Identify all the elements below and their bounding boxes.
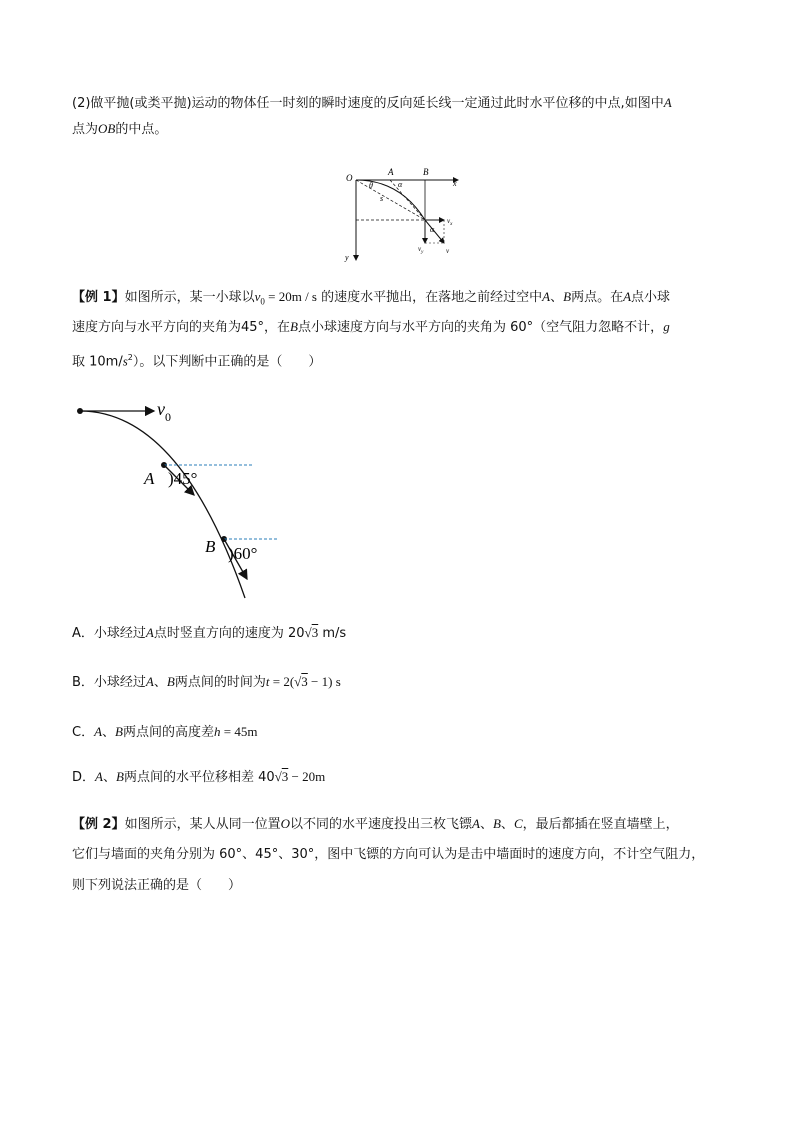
- option-text: B．小球经过: [72, 675, 146, 690]
- vx-subscript: x: [450, 222, 453, 227]
- option-text: 、: [153, 675, 167, 690]
- unit-s: s: [122, 353, 128, 369]
- var-g: g: [663, 319, 670, 334]
- label-vx: [447, 217, 453, 227]
- option-text: 两点间的时间为: [174, 675, 266, 690]
- angle-B-label: )60°: [228, 544, 258, 563]
- angle-B-value: 60°: [233, 544, 258, 563]
- example1-text: ）。以下判断中正确的是（ ）: [132, 354, 322, 370]
- v0-subscript: 0: [165, 410, 171, 424]
- option-text: D．: [72, 770, 96, 785]
- option-unit: m/s: [318, 626, 347, 641]
- angle-A-label: )45°: [168, 469, 198, 488]
- example2-text: 则下列说法正确的是（ ）: [72, 878, 242, 893]
- example2-text: 、: [479, 817, 493, 832]
- var-B: B: [290, 319, 298, 334]
- sqrt-symbol: √: [274, 769, 282, 784]
- vy-letter: v: [418, 245, 422, 253]
- sqrt-radicand: 3: [281, 769, 289, 784]
- sqrt-symbol: √: [304, 625, 312, 640]
- option-text: 两点间的水平位移相差 40: [123, 770, 275, 785]
- section2-text: 的中点。: [115, 122, 168, 137]
- example1-text: 的速度水平抛出，在落地之前经过空中: [317, 290, 543, 305]
- var-B: B: [563, 289, 572, 304]
- label-s: s: [380, 194, 384, 203]
- trajectory-angle-diagram: [70, 398, 290, 608]
- var-B: B: [492, 816, 501, 831]
- var-B: B: [115, 769, 124, 784]
- v-vector: [425, 220, 444, 243]
- option-text: A．小球经过: [72, 626, 146, 641]
- option-text: 、: [102, 770, 116, 785]
- trajectory-curve: [80, 411, 245, 598]
- label-B: B: [205, 537, 216, 556]
- example1-line1: [72, 288, 670, 311]
- var-A: A: [623, 289, 632, 304]
- example1-text: 、: [550, 290, 564, 305]
- example1-text: 如图所示，某一小球以: [124, 290, 255, 305]
- example2-text: 以不同的水平速度投出三枚飞镖: [289, 817, 472, 832]
- vx-letter: v: [447, 217, 451, 225]
- section2-text: 点为: [72, 122, 99, 137]
- displacement-chord: [356, 180, 425, 220]
- label-alpha-bottom: α: [430, 225, 435, 234]
- label-O: O: [346, 173, 353, 183]
- angle-A-value: 45°: [173, 469, 198, 488]
- sqrt-radicand: 3: [301, 674, 308, 689]
- example1-tag: 【例 1】: [72, 290, 125, 305]
- label-A: A: [144, 469, 155, 488]
- label-v0: [157, 399, 171, 424]
- example1-text: 取 10m/: [72, 354, 123, 370]
- tangent-line: [390, 180, 425, 220]
- var-O: O: [280, 816, 290, 831]
- option-B: [72, 673, 341, 692]
- label-vy: [418, 245, 424, 255]
- var-A: A: [145, 625, 154, 640]
- var-A: A: [95, 769, 103, 784]
- label-y: y: [345, 253, 349, 262]
- option-text: 点时竖直方向的速度为 20: [153, 626, 305, 641]
- label-alpha-top: α: [398, 180, 403, 189]
- section2-text: (2)做平抛(或类平抛)运动的物体任一时刻的瞬时速度的反向延长线一定通过此时水平位移的中点,如图中: [72, 96, 664, 111]
- option-expr: = 45m: [220, 724, 258, 739]
- section2-line2: [72, 120, 167, 139]
- var-t: t: [265, 674, 270, 689]
- var-C: C: [513, 816, 523, 831]
- option-text: C．: [72, 725, 95, 740]
- option-expr: − 20m: [288, 769, 326, 784]
- projectile-geometry-diagram: [340, 165, 480, 265]
- label-v: v: [446, 247, 450, 255]
- var-h: h: [214, 724, 221, 739]
- example1-text: 两点。在: [571, 290, 624, 305]
- v0-symbol: v: [254, 289, 261, 304]
- example2-text: 、: [500, 817, 514, 832]
- section2-line1: [72, 94, 672, 113]
- example1-line2: [72, 318, 670, 337]
- var-B: B: [166, 674, 175, 689]
- example1-line3: [72, 349, 321, 371]
- option-expr: = 2(: [269, 674, 295, 689]
- example2-text: 如图所示，某人从同一位置: [124, 817, 281, 832]
- vy-subscript: y: [421, 250, 424, 255]
- example1-text: 速度方向与水平方向的夹角为45°，在: [72, 320, 291, 335]
- var-A: A: [145, 674, 154, 689]
- example2-line1: [72, 815, 679, 834]
- option-text: 两点间的高度差: [123, 725, 215, 740]
- label-x: x: [453, 179, 457, 188]
- v0-value: = 20m / s: [264, 289, 317, 304]
- sqrt-radicand: 3: [311, 625, 319, 640]
- label-A: A: [388, 167, 394, 177]
- var-A: A: [94, 724, 103, 739]
- var-A: A: [663, 95, 672, 110]
- v0-letter: v: [157, 399, 165, 419]
- sqrt-symbol: √: [294, 674, 302, 689]
- example1-text: 点小球速度方向与水平方向的夹角为 60°（空气阻力忽略不计，: [298, 320, 664, 335]
- var-A: A: [472, 816, 480, 831]
- example1-text: 点小球: [631, 290, 671, 305]
- v0-subscript: 0: [260, 296, 265, 307]
- example2-text: 它们与墙面的夹角分别为 60°、45°、30°，图中飞镖的方向可认为是击中墙面时的速度方向，不计空气阻力，: [72, 847, 705, 862]
- example2-tag: 【例 2】: [72, 817, 125, 832]
- var-OB: OB: [98, 121, 116, 136]
- example2-text: ，最后都插在竖直墙壁上，: [522, 817, 679, 832]
- var-A: A: [542, 289, 551, 304]
- unit-exponent: 2: [127, 353, 133, 362]
- option-text: 、: [102, 725, 116, 740]
- example2-line3: [72, 877, 241, 895]
- option-A: [72, 624, 346, 643]
- option-D: [72, 768, 325, 787]
- example2-line2: [72, 846, 704, 864]
- option-C: [72, 723, 257, 742]
- var-B: B: [115, 724, 123, 739]
- label-B: B: [423, 167, 429, 177]
- option-expr: − 1) s: [307, 674, 341, 689]
- label-theta: θ: [369, 181, 373, 190]
